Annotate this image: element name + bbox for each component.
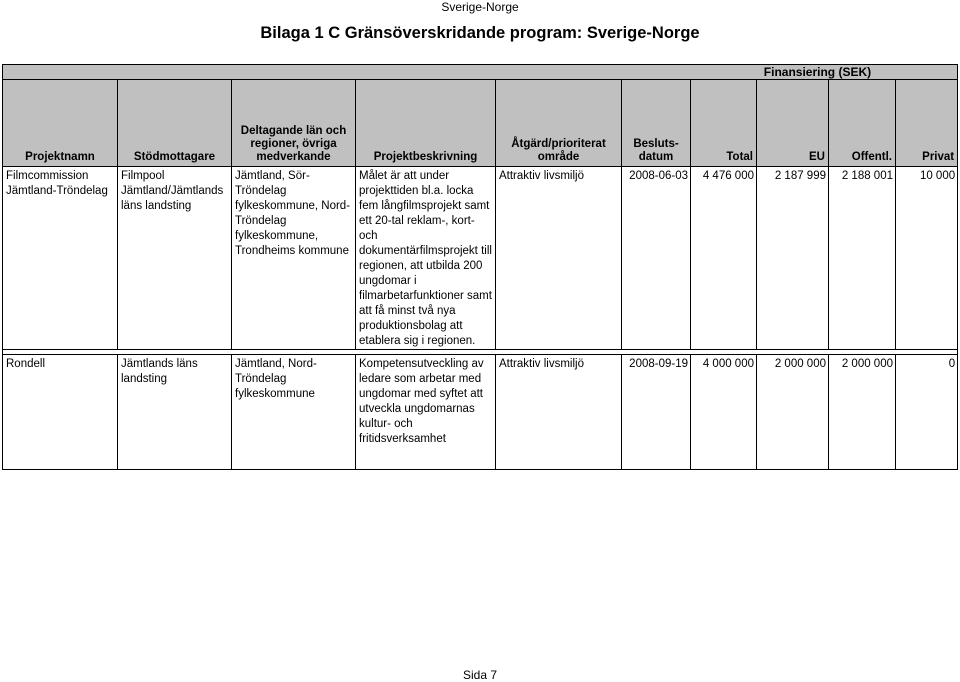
col-header-stodmottagare: Stödmottagare (118, 80, 232, 167)
col-header-projektnamn: Projektnamn (3, 80, 118, 167)
cell-stodmottagare: Filmpool Jämtland/Jämtlands läns landsting (118, 167, 232, 350)
project-table (2, 64, 958, 470)
cell-offentl: 2 188 001 (829, 167, 896, 350)
cell-projektbeskrivning: Kompetensutveckling av ledare som arbetar med ungdomar med syftet att utveckla ungdomarnas kultur- och fritidsverksamhet (356, 355, 496, 470)
cell-eu: 2 000 000 (757, 355, 829, 470)
cell-stodmottagare: Jämtlands läns landsting (118, 355, 232, 470)
table-row (3, 355, 958, 470)
cell-offentl: 2 000 000 (829, 355, 896, 470)
cell-beslutsdatum: 2008-06-03 (622, 167, 691, 350)
document-title: Bilaga 1 C Gränsöverskridande program: Sverige-Norge (260, 24, 700, 42)
table-row (3, 167, 958, 350)
cell-projektbeskrivning: Målet är att under projekttiden bl.a. locka fem långfilmsprojekt samt ett 20-tal reklam-, kort- och dokumentärfilmsprojekt till regionen, att utbilda 200 ungdomar i filmarbetarfunktioner samt att få minst två nya produktionsbolag att etablera sig i regionen. (356, 167, 496, 350)
cell-atgard: Attraktiv livsmiljö (496, 167, 622, 350)
col-header-privat: Privat (896, 80, 958, 167)
cell-atgard: Attraktiv livsmiljö (496, 355, 622, 470)
col-header-eu: EU (757, 80, 829, 167)
cell-total: 4 000 000 (691, 355, 757, 470)
cell-deltagande: Jämtland, Sör-Tröndelag fylkeskommune, Nord-Tröndelag fylkeskommune, Trondheims kommune (232, 167, 356, 350)
col-header-projektbeskrivning: Projektbeskrivning (356, 80, 496, 167)
cell-projektnamn: Rondell (3, 355, 118, 470)
cell-privat: 10 000 (896, 167, 958, 350)
page-footer: Sida 7 (462, 668, 498, 682)
financing-header-row (3, 65, 958, 80)
cell-beslutsdatum: 2008-09-19 (622, 355, 691, 470)
col-header-offentl: Offentl. (829, 80, 896, 167)
cell-eu: 2 187 999 (757, 167, 829, 350)
cell-privat: 0 (896, 355, 958, 470)
col-header-deltagande: Deltagande län och regioner, övriga medverkande (232, 80, 356, 167)
col-header-total: Total (691, 80, 757, 167)
column-header-row (3, 80, 958, 167)
cell-total: 4 476 000 (691, 167, 757, 350)
cell-projektnamn: Filmcommission Jämtland-Tröndelag (3, 167, 118, 350)
cell-deltagande: Jämtland, Nord-Tröndelag fylkeskommune (232, 355, 356, 470)
col-header-atgard: Åtgärd/prioriterat område (496, 80, 622, 167)
page-header: Sverige-Norge (441, 0, 519, 14)
col-header-beslutsdatum: Besluts-datum (622, 80, 691, 167)
financing-header: Finansiering (SEK) (3, 65, 958, 80)
